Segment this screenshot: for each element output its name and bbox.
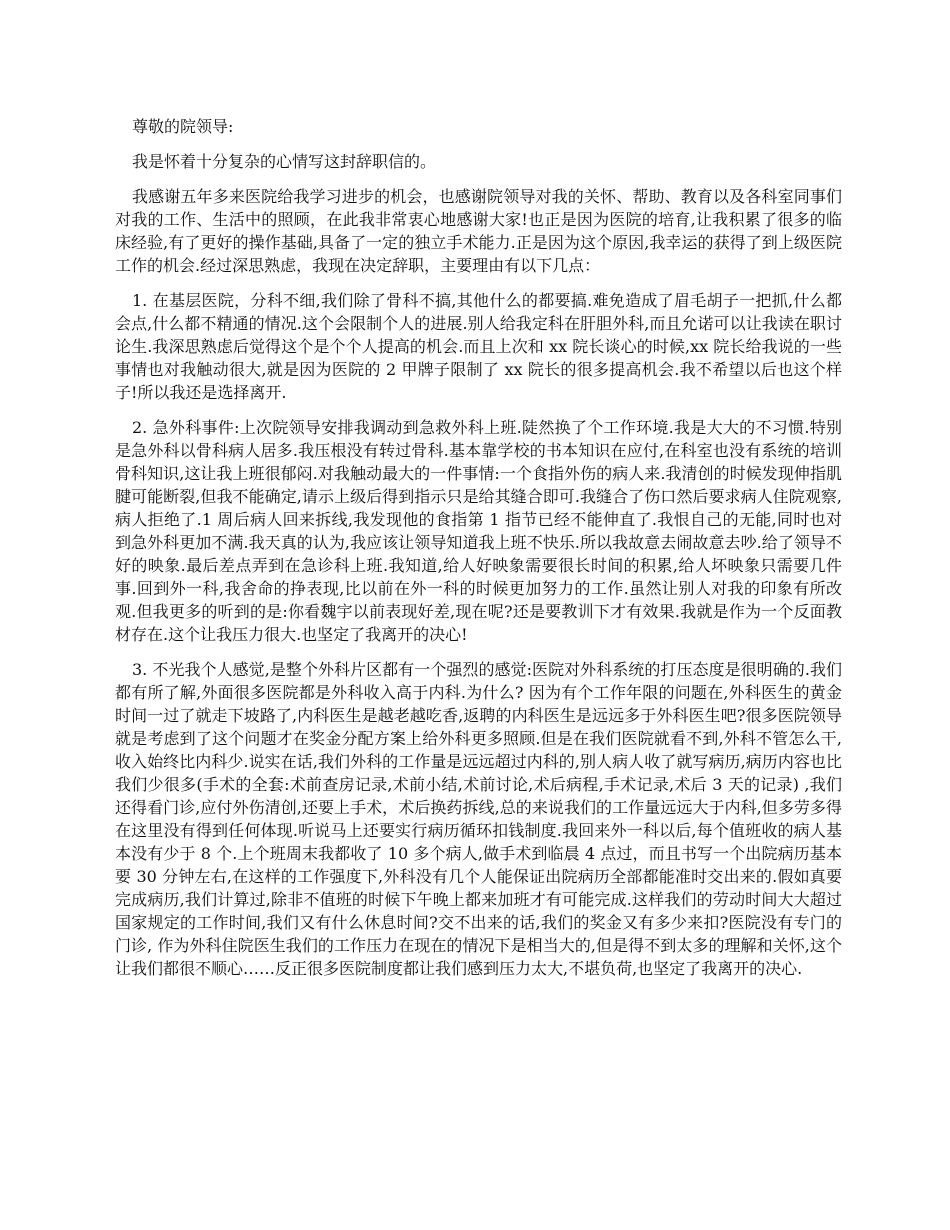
reason-paragraph-1: 1. 在基层医院，分科不细,我们除了骨科不搞,其他什么的都要搞.难免造成了眉毛胡子一把抓,什么都会点,什么都不精通的情况.这个会限制个人的进展.别人给我定科在肝胆外科,而且允诺可以让我读在职讨论生.我深思熟虑后觉得这个是个个人提高的机会.而且上次和 xx 院长谈心的时候,xx 院长给我说的一些事情也对我触动很大,就是因为医院的 2 甲牌子限制了 xx 院长的很多提高机会.我不希望以后也这个样子!所以我还是选择离开. [115, 291, 842, 402]
thanks-paragraph: 我感谢五年多来医院给我学习进步的机会，也感谢院领导对我的关怀、帮助、教育以及各科室同事们对我的工作、生活中的照顾，在此我非常衷心地感谢大家!也正是因为医院的培育,让我积累了很多的临床经验,有了更好的操作基础,具备了一定的独立手术能力.正是因为这个原因,我幸运的获得了到上级医院工作的机会.经过深思熟虑，我现在决定辞职，主要理由有以下几点： [115, 187, 842, 275]
salutation: 尊敬的院领导: [132, 117, 234, 136]
opening-paragraph: 我是怀着十分复杂的心情写这封辞职信的。 [132, 152, 437, 171]
reason-paragraph-2: 2. 急外科事件:上次院领导安排我调动到急救外科上班.陡然换了个工作环境.我是大大的不习惯.特别是急外科以骨科病人居多.我压根没有转过骨科.基本靠学校的书本知识在应付,在科室也没有系统的培训骨科知识,这让我上班很郁闷.对我触动最大的一件事情:一个食指外伤的病人来.我清创的时候发现伸指肌腱可能断裂,但我不能确定,请示上级后得到指示只是给其缝合即可.我缝合了伤口然后要求病人住院观察,病人拒绝了.1 周后病人回来拆线,我发现他的食指第 1 指节已经不能伸直了.我恨自己的无能,同时也对到急外科更加不满.我天真的认为,我应该让领导知道我上班不快乐.所以我故意去闹故意去吵.给了领导不好的映象.最后差点弄到在急诊科上班.我知道,给人好映象需要很长时间的积累,给人坏映象只需要几件事.回到外一科,我舍命的挣表现,比以前在外一科的时候更加努力的工作.虽然让别人对我的印象有所改观.但我更多的听到的是:你看魏宇以前表现好差,现在呢?还是要教训下才有效果.我就是作为一个反面教材存在.这个让我压力很大.也坚定了我离开的决心! [115, 418, 842, 644]
reason-paragraph-3: 3. 不光我个人感觉,是整个外科片区都有一个强烈的感觉:医院对外科系统的打压态度是很明确的.我们都有所了解,外面很多医院都是外科收入高于内科.为什么? 因为有个工作年限的问题在,外科医生的黄金时间一过了就走下坡路了,内科医生是越老越吃香,返聘的内科医生是远远多于外科医生吧?很多医院领导就是考虑到了这个问题才在奖金分配方案上给外科更多照顾.但是在我们医院就看不到,外科不管怎么干,收入始终比内科少.说实在话,我们外科的工作量是远远超过内科的,别人病人收了就写病历,病历内容也比我们少很多(手术的全套:术前查房记录,术前小结,术前讨论,术后病程,手术记录,术后 3 天的记录) ,我们还得看门诊,应付外伤清创,还要上手术，术后换药拆线,总的来说我们的工作量远远大于内科,但多劳多得在这里没有得到任何体现.听说马上还要实行病历循环扣钱制度.我回来外一科以后,每个值班收的病人基本没有少于 8 个.上个班周末我都收了 10 多个病人,做手术到临晨 4 点过，而且书写一个出院病历基本要 30 分钟左右,在这样的工作强度下,外科没有几个人能保证出院病历全部都能准时交出来的.假如真要完成病历,我们计算过,除非不值班的时候下午晚上都来加班才有可能完成.这样我们的劳动时间大大超过国家规定的工作时间,我们又有什么休息时间?交不出来的话,我们的奖金又有多少来扣?医院没有专门的门诊, 作为外科住院医生我们的工作压力在现在的情况下是相当大的,但是得不到太多的理解和关怀,这个让我们都很不顺心……反正很多医院制度都让我们感到压力太大,不堪负荷,也坚定了我离开的决心. [115, 660, 842, 978]
letter-page [115, 115, 842, 992]
